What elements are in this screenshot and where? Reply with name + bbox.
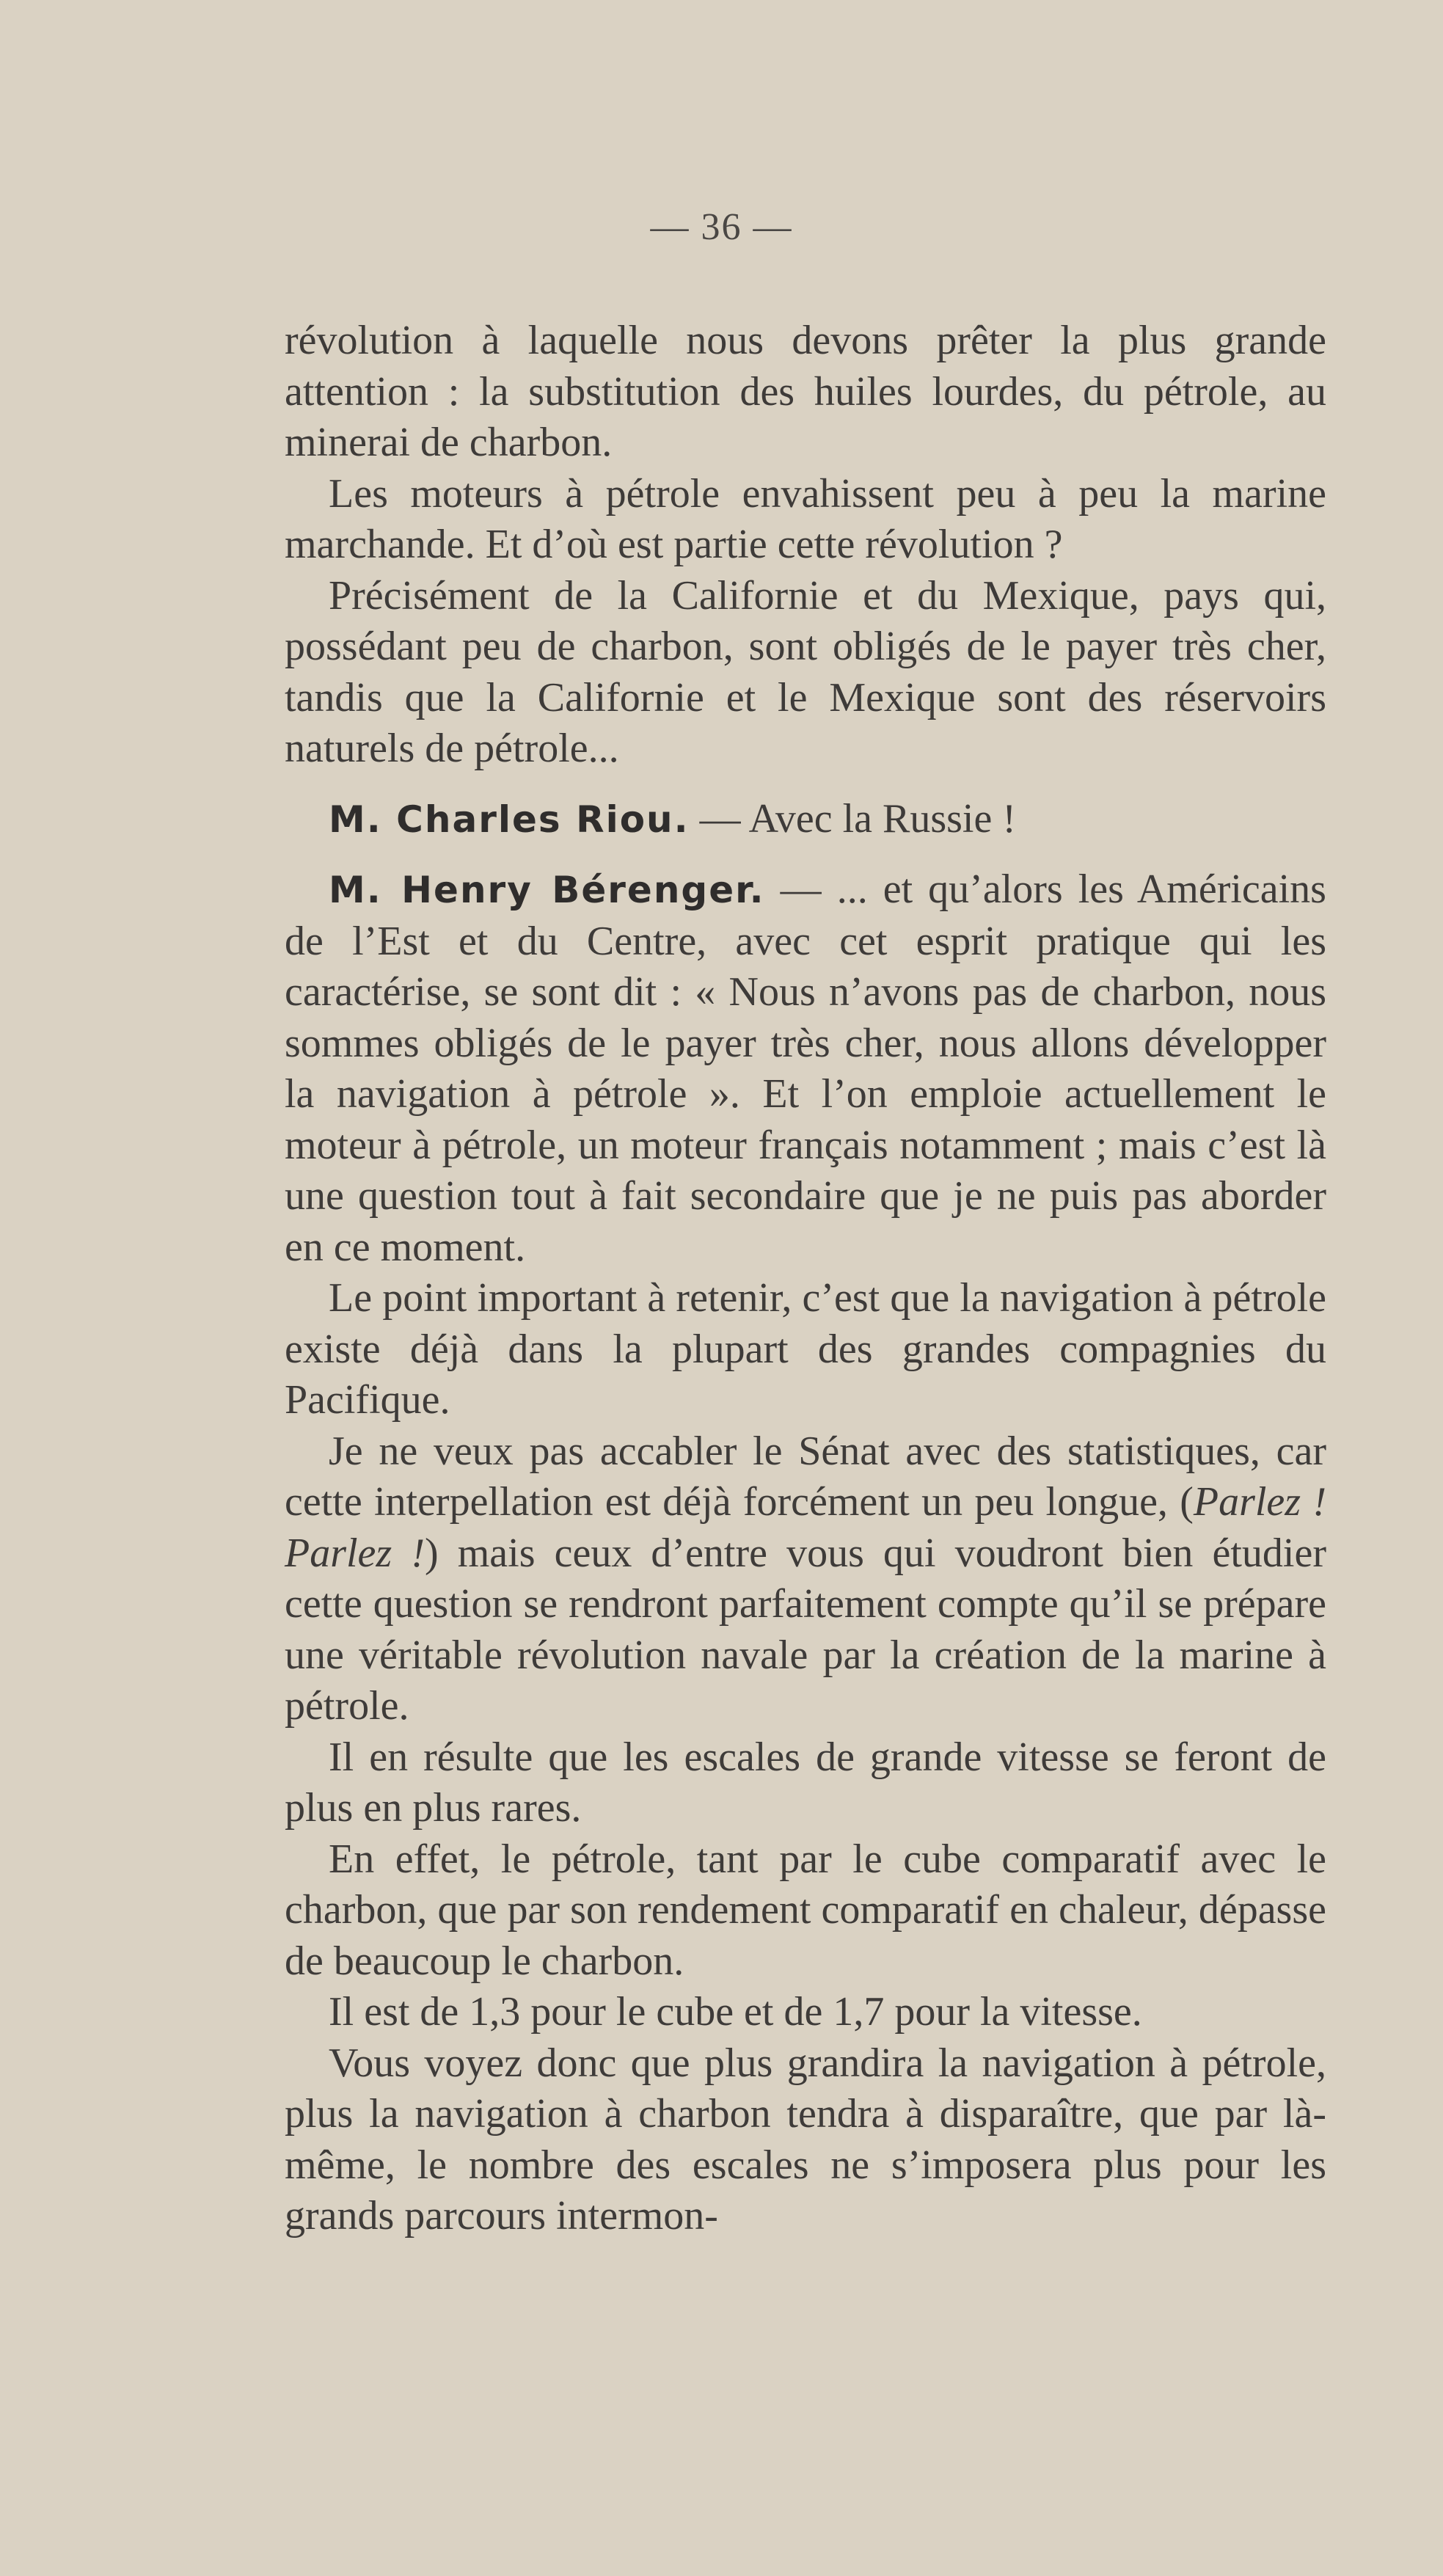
speech-paragraph — [285, 864, 1326, 1273]
speaker-name: M. Henry Bérenger. — [329, 869, 765, 911]
speech-text: — ... et qu’alors les Américains de l’Est et du Centre, avec cet esprit pratique qui les caractérise, se sont dit : « Nous n’avons pas de charbon, nous sommes obligés de le payer très cher, nous allons développer la navigation à pétrole ». Et l’on emploie actuellement le moteur à pétrole, un moteur français notamment ; mais c’est là une question tout à fait secondaire que je ne puis pas aborder en ce moment. — [285, 866, 1326, 1270]
paragraph-text: ) mais ceux d’entre vous qui voudront bien étudier cette question se rendront parfaitement compte qu’il se prépare une véritable révolution navale par la création de la marine à pétrole. — [285, 1530, 1326, 1729]
page-number: — 36 — — [650, 206, 793, 248]
speech-paragraph — [285, 794, 1326, 846]
body-text — [285, 315, 1326, 2242]
paragraph-text: Je ne veux pas accabler le Sénat avec des statistiques, car cette interpellation est déjà forcément un peu longue, ( — [285, 1428, 1326, 1525]
paragraph: Il est de 1,3 pour le cube et de 1,7 pour la vitesse. — [329, 1989, 1142, 2035]
paragraph: révolution à laquelle nous devons prêter la plus grande attention : la substitution des huiles lourdes, du pétrole, au minerai de charbon. — [285, 318, 1326, 465]
speech-text: — Avec la Russie ! — [689, 795, 1016, 842]
interjection: Parlez ! Parlez ! — [285, 1479, 1327, 1576]
paragraph: Le point important à retenir, c’est que la navigation à pétrole existe déjà dans la plupart des grandes compagnies du Pacifique. — [285, 1275, 1326, 1423]
paragraph: Vous voyez donc que plus grandira la navigation à pétrole, plus la navigation à charbon tendra à disparaître, que par là-même, le nombre des escales ne s’imposera plus pour les grands parcours intermon- — [285, 2040, 1326, 2239]
paragraph: Il en résulte que les escales de grande vitesse se feront de plus en plus rares. — [285, 1734, 1326, 1831]
paragraph: Les moteurs à pétrole envahissent peu à peu la marine marchande. Et d’où est partie cette révolution ? — [285, 470, 1326, 567]
paragraph — [285, 1426, 1326, 1732]
paragraph: En effet, le pétrole, tant par le cube comparatif avec le charbon, que par son rendement comparatif en chaleur, dépasse de beaucoup le charbon. — [285, 1836, 1326, 1984]
paragraph: Précisément de la Californie et du Mexique, pays qui, possédant peu de charbon, sont obligés de le payer très cher, tandis que la Californie et le Mexique sont des réservoirs naturels de pétrole... — [285, 572, 1326, 771]
speaker-name: M. Charles Riou. — [329, 798, 690, 841]
